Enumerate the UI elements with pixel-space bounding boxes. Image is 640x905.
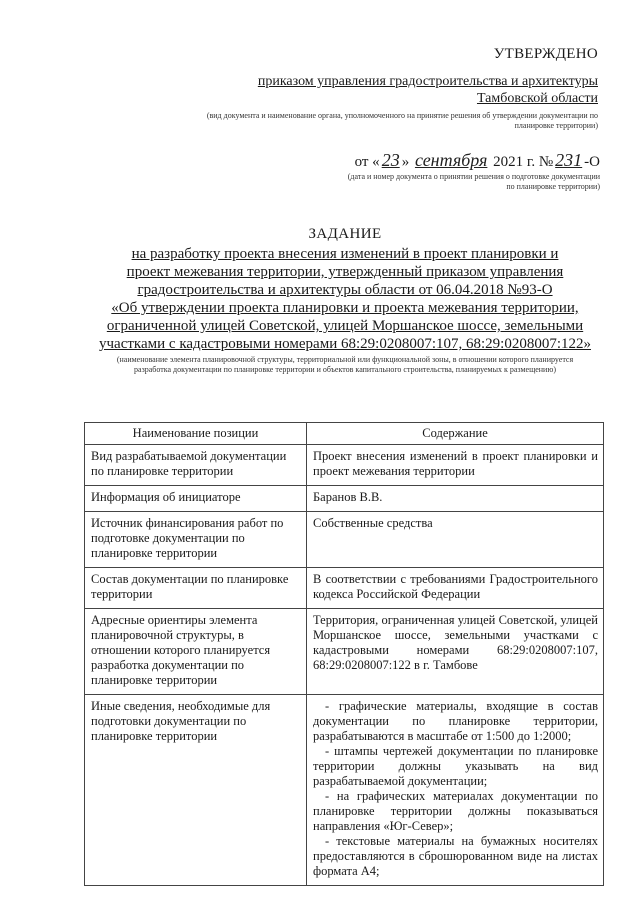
row-name: Состав документации по планировке территории: [85, 568, 307, 609]
task-heading: ЗАДАНИЕ: [308, 226, 382, 242]
order-mid: »: [401, 154, 410, 170]
table-row: [85, 695, 604, 886]
order-month: сентября: [414, 150, 488, 170]
list-item: - текстовые материалы на бумажных носителях предоставляются в сброшюрованном виде на листах формата А4;: [313, 834, 598, 878]
row-content: Проект внесения изменений в проект планировки и проект межевания территории: [307, 445, 604, 486]
row-content: Баранов В.В.: [307, 486, 604, 512]
task-note: (наименование элемента планировочной структуры, территориальной или функциональной зоны, в отношении которого планируется разработка документации по планировке территории и объектов капитального строительства, планируемых к размещению): [116, 355, 574, 374]
row-name: Вид разрабатываемой документации по планировке территории: [85, 445, 307, 486]
order-year: 2021 г. №: [493, 154, 554, 170]
row-content: В соответствии с требованиями Градостроительного кодекса Российской Федерации: [307, 568, 604, 609]
approval-block: [198, 46, 598, 131]
row-content-list: [307, 695, 604, 886]
list-item: - на графических материалах документации по планировке территории должны показываться направления «Юг-Север»;: [313, 789, 598, 833]
approval-line-2: Тамбовской области: [476, 91, 598, 106]
approval-line-1: приказом управления градостроительства и архитектуры: [257, 74, 598, 89]
row-name: Иные сведения, необходимые для подготовки документации по планировке территории: [85, 695, 307, 886]
approval-note: (вид документа и наименование органа, уполномоченного на принятие решения об утверждении документации по планировке территории): [206, 111, 598, 130]
order-day: 23: [381, 150, 400, 170]
row-content: Собственные средства: [307, 512, 604, 568]
row-name: Адресные ориентиры элемента планировочной структуры, в отношении которого планируется разработка документации по планировке территории: [85, 609, 307, 695]
table-row: [85, 486, 604, 512]
task-subject-line: ограниченной улицей Советской, улицей Моршанское шоссе, земельными: [106, 318, 584, 334]
task-subject-line: на разработку проекта внесения изменений в проект планировки и: [131, 246, 559, 262]
table-row: [85, 445, 604, 486]
approval-title: УТВЕРЖДЕНО: [493, 46, 598, 62]
task-subject-line: «Об утверждении проекта планировки и проекта межевания территории,: [111, 300, 579, 316]
order-suffix: -О: [584, 154, 600, 170]
list-item: - графические материалы, входящие в состав документации по планировке территории, разрабатываются в масштабе от 1:500 до 1:2000;: [313, 699, 598, 743]
order-number: 231: [555, 150, 583, 170]
task-heading-block: [90, 226, 600, 375]
list-item: - штампы чертежей документации по планировке территории должны указывать на вид разрабатываемой документации;: [313, 744, 598, 788]
row-name: Источник финансирования работ по подготовке документации по планировке территории: [85, 512, 307, 568]
column-header-name: Наименование позиции: [85, 423, 307, 445]
task-subject-line: проект межевания территории, утвержденный приказом управления: [126, 264, 564, 280]
column-header-content: Содержание: [307, 423, 604, 445]
task-subject-line: градостроительства и архитектуры области от 06.04.2018 №93-О: [137, 282, 553, 298]
order-date-line: [355, 150, 600, 171]
order-note: (дата и номер документа о принятии решения о подготовке документации по планировке территории): [347, 172, 600, 191]
task-subject-line: участками с кадастровыми номерами 68:29:0208007:107, 68:29:0208007:122»: [99, 336, 591, 352]
task-table: [84, 422, 604, 886]
table-row: [85, 609, 604, 695]
table-row: [85, 568, 604, 609]
order-prefix: от «: [354, 154, 380, 170]
table-header-row: [85, 423, 604, 445]
table-row: [85, 512, 604, 568]
row-name: Информация об инициаторе: [85, 486, 307, 512]
row-content: Территория, ограниченная улицей Советской, улицей Моршанское шоссе, земельными участками с кадастровыми номерами 68:29:0208007:107, 68:29:0208007:122 в г. Тамбове: [307, 609, 604, 695]
